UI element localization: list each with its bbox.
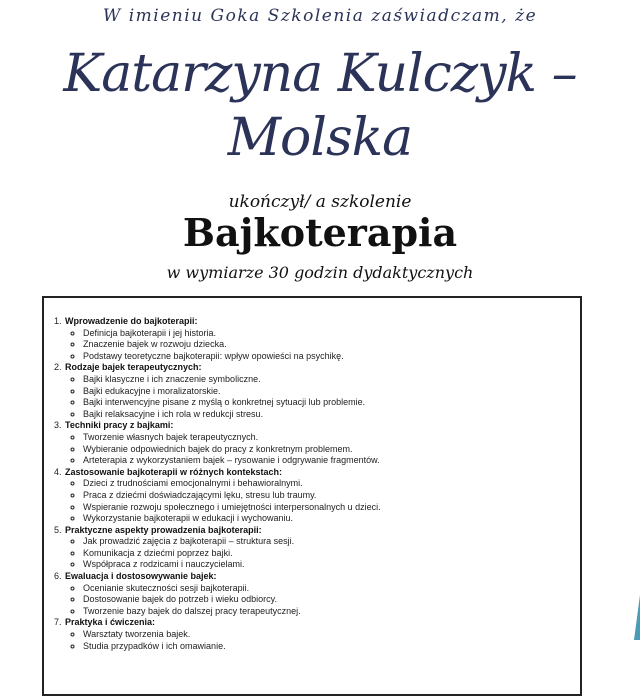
- syllabus-box: [42, 296, 582, 696]
- section-items: [65, 374, 381, 420]
- section-items: [65, 629, 381, 652]
- section-item: ◦ Bajki edukacyjne i moralizatorskie.: [83, 386, 381, 398]
- section-item: ◦ Tworzenie bazy bajek do dalszej pracy terapeutycznej.: [83, 606, 381, 618]
- section-item: ◦ Ocenianie skuteczności sesji bajkoterapii.: [83, 583, 381, 595]
- recipient-name-line1: Katarzyna Kulczyk –: [63, 44, 577, 104]
- section-title: Wprowadzenie do bajkoterapii:: [65, 316, 198, 326]
- section-item: ◦ Wybieranie odpowiednich bajek do pracy z konkretnym problemem.: [83, 444, 381, 456]
- syllabus-section: [64, 617, 381, 652]
- section-title: Ewaluacja i dostosowywanie bajek:: [65, 571, 217, 582]
- certificate-intro: W imieniu Goka Szkolenia zaświadczam, że: [102, 6, 538, 26]
- section-title: Praktyczne aspekty prowadzenia bajkoterapii:: [65, 524, 262, 535]
- course-title: Bajkoterapia: [182, 210, 458, 255]
- section-item: ◦ Podstawy teoretyczne bajkoterapii: wpływ opowieści na psychikę.: [83, 351, 381, 363]
- section-item: ◦ Wykorzystanie bajkoterapii w edukacji i wychowaniu.: [83, 513, 381, 525]
- section-item: ◦ Definicja bajkoterapii i jej historia.: [83, 328, 381, 340]
- section-item: ◦ Dostosowanie bajek do potrzeb i wieku odbiorcy.: [83, 594, 381, 606]
- course-hours: w wymiarze 30 godzin dydaktycznych: [166, 263, 474, 282]
- syllabus-section: [64, 362, 381, 420]
- section-item: ◦ Współpraca z rodzicami i nauczycielami.: [83, 559, 381, 571]
- section-item: ◦ Bajki klasyczne i ich znaczenie symboliczne.: [83, 374, 381, 386]
- syllabus-list: [44, 316, 381, 652]
- section-item: ◦ Praca z dziećmi doświadczającymi lęku, stresu lub traumy.: [83, 490, 381, 502]
- section-title: Zastosowanie bajkoterapii w różnych kontekstach:: [65, 466, 283, 477]
- section-item: ◦ Warsztaty tworzenia bajek.: [83, 629, 381, 641]
- section-item: ◦ Tworzenie własnych bajek terapeutycznych.: [83, 432, 381, 444]
- section-items: [65, 536, 381, 571]
- section-item: ◦ Bajki interwencyjne pisane z myślą o konkretnej sytuacji lub problemie.: [83, 397, 381, 409]
- section-item: ◦ Studia przypadków i ich omawianie.: [83, 641, 381, 653]
- section-item: ◦ Wspieranie rozwoju społecznego i umiejętności interpersonalnych u dzieci.: [83, 502, 381, 514]
- section-item: ◦ Dzieci z trudnościami emocjonalnymi i behawioralnymi.: [83, 478, 381, 490]
- syllabus-section: [64, 571, 381, 617]
- section-items: [65, 432, 381, 467]
- section-title: Techniki pracy z bajkami:: [65, 420, 174, 431]
- syllabus-section: [64, 467, 381, 525]
- section-title: Praktyka i ćwiczenia:: [65, 617, 156, 628]
- section-item: ◦ Arteterapia z wykorzystaniem bajek – rysowanie i odgrywanie fragmentów.: [83, 455, 381, 467]
- section-items: [65, 478, 381, 524]
- section-title: Rodzaje bajek terapeutycznych:: [65, 362, 202, 373]
- syllabus-section: [64, 525, 381, 571]
- section-items: [65, 328, 381, 363]
- syllabus-section: [64, 420, 381, 466]
- syllabus-section: [64, 316, 381, 362]
- section-item: ◦ Jak prowadzić zajęcia z bajkoterapii – struktura sesji.: [83, 536, 381, 548]
- decorative-corner: [634, 595, 640, 640]
- section-item: ◦ Komunikacja z dziećmi poprzez bajki.: [83, 548, 381, 560]
- recipient-name-line2: Molska: [227, 108, 413, 168]
- section-items: [65, 583, 381, 618]
- section-item: ◦ Znaczenie bajek w rozwoju dziecka.: [83, 339, 381, 351]
- completed-text: ukończył/ a szkolenie: [228, 192, 412, 212]
- section-item: ◦ Bajki relaksacyjne i ich rola w redukcji stresu.: [83, 409, 381, 421]
